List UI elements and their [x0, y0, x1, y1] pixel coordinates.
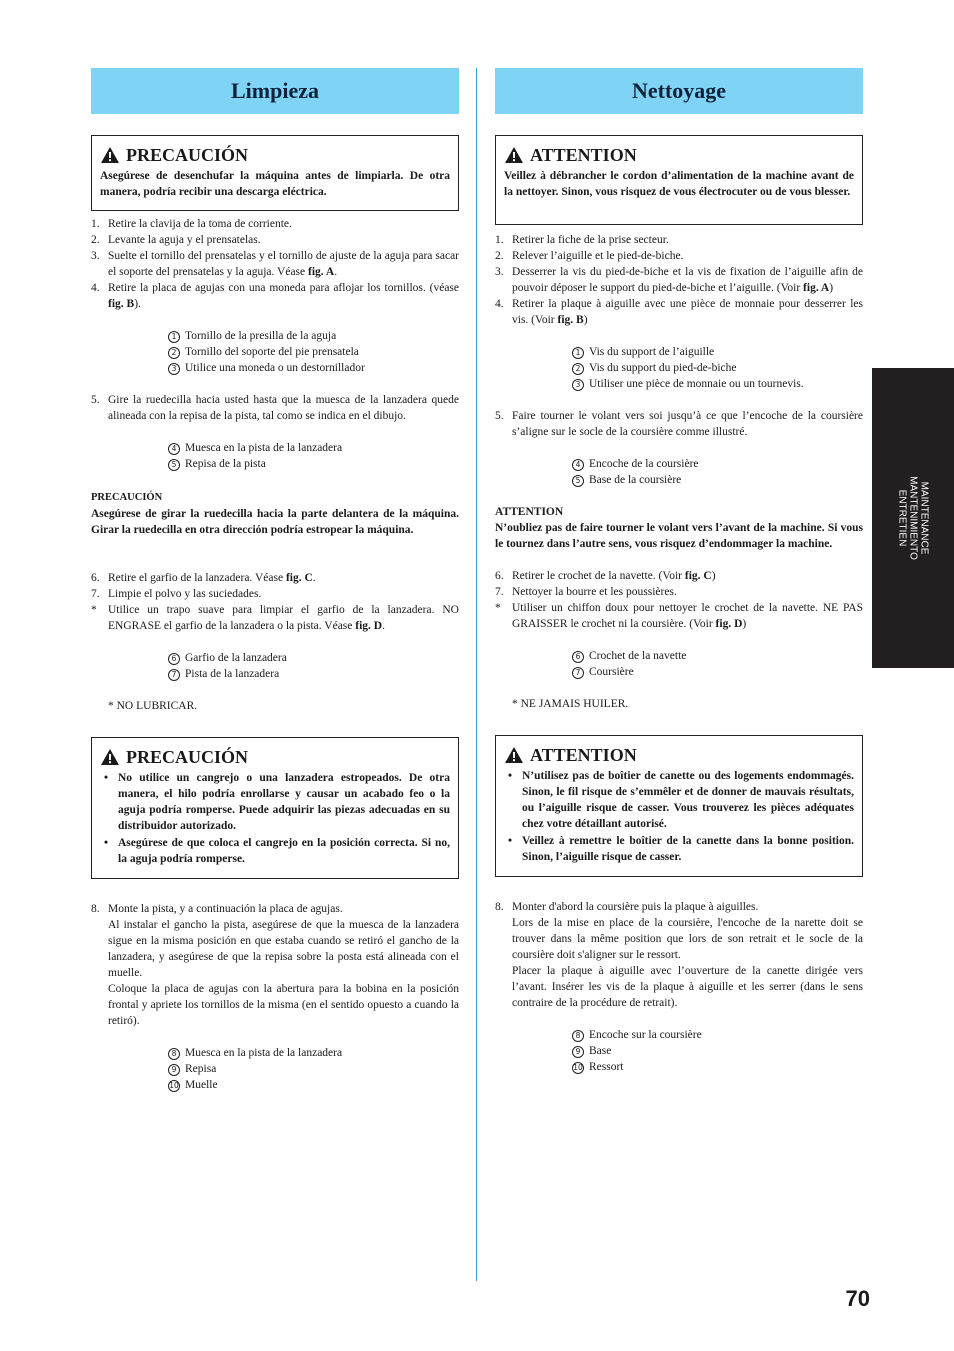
figure-ref: fig. B: [557, 314, 584, 326]
callout-number: 6: [572, 651, 584, 663]
list-item: 2. Levante la aguja y el prensatelas.: [91, 234, 261, 246]
parts-list-a: [168, 328, 459, 376]
list-item: 7 Coursière: [572, 664, 863, 680]
figure-ref: fig. C: [285, 572, 313, 584]
list-item: 9 Repisa: [168, 1061, 459, 1077]
list-item: 5 Base de la coursière: [572, 472, 863, 488]
caution-box-1: [91, 135, 459, 211]
callout-number: 3: [572, 379, 584, 391]
callout-number: 4: [168, 443, 180, 455]
column-divider: [476, 68, 477, 1281]
list-item: • Asegúrese de que coloca el cangrejo en la posición correcta. Si no, la aguja podría romperse.: [100, 835, 450, 867]
note-text: N’oubliez pas de faire tourner le volant vers l’avant de la machine. Si vous le tournez dans l’autre sens, vous risquez d’endommager la machine.: [495, 522, 863, 550]
callout-number: 8: [168, 1048, 180, 1060]
list-item: • No utilice un cangrejo o una lanzadera estropeados. De otra manera, el hilo podría enrollarse y causar un acabado feo o la aguja podría romperse. Puede adquirir las piezas adecuadas en su distribuidor autorizado.: [100, 770, 450, 834]
callout-number: 4: [572, 459, 584, 471]
list-item: 2. Relever l’aiguille et le pied-de-biche.: [495, 250, 684, 262]
parts-list-d: [572, 1027, 863, 1075]
tab-label-mantenimiento: MANTENIMIENTO: [907, 476, 919, 560]
warning-triangle-icon: [100, 146, 120, 164]
column-spanish: [91, 68, 459, 1093]
figure-ref: fig. B: [108, 298, 135, 310]
callout-number: 5: [168, 459, 180, 471]
callout-number: 3: [168, 363, 180, 375]
caution-title: ATTENTION: [530, 745, 637, 765]
parts-list-c: [572, 648, 863, 680]
list-item: 7 Pista de la lanzadera: [168, 666, 459, 682]
never-oil-note: * NE JAMAIS HUILER.: [512, 698, 629, 710]
list-item: 5 Repisa de la pista: [168, 456, 459, 472]
figure-ref: fig. A: [308, 266, 335, 278]
list-item: 1. Retirer la fiche de la prise secteur.: [495, 234, 669, 246]
list-item: 7. Nettoyer la bourre et les poussières.: [495, 586, 677, 598]
list-item: 1 Tornillo de la presilla de la aguja: [168, 328, 459, 344]
note-text: Asegúrese de girar la ruedecilla hacia la parte delantera de la máquina. Girar la ruedecilla en otra dirección podría estropear la máquina.: [91, 508, 459, 536]
steps-list-a: [495, 232, 863, 328]
list-item: 9 Base: [572, 1043, 863, 1059]
figure-ref: fig. C: [684, 570, 712, 582]
callout-number: 1: [572, 347, 584, 359]
warning-triangle-icon: [504, 746, 524, 764]
steps-list-d: [91, 901, 459, 1029]
list-item: 8 Encoche sur la coursière: [572, 1027, 863, 1043]
no-lubricate-note: * NO LUBRICAR.: [108, 700, 198, 712]
caution-title: PRECAUCIÓN: [126, 747, 249, 767]
callout-number: 10: [573, 1063, 583, 1072]
list-item: 2 Tornillo del soporte del pie prensatela: [168, 344, 459, 360]
callout-number: 10: [169, 1081, 179, 1090]
caution-text: Asegúrese de desenchufar la máquina antes de limpiarla. De otra manera, podría recibir una descarga eléctrica.: [100, 170, 450, 198]
callout-number: 7: [572, 667, 584, 679]
list-item: 3. Suelte el tornillo del prensatelas y el tornillo de ajuste de la aguja para sacar el soporte del prensatelas y la aguja. Véase fig. A.: [91, 250, 459, 278]
steps-list-c: [91, 570, 459, 634]
list-item: 4. Retire la placa de agujas con una moneda para aflojar los tornillos. (véase fig. B).: [91, 282, 459, 310]
parts-list-b: [168, 440, 459, 472]
section-title-limpieza: Limpieza: [91, 68, 459, 114]
parts-list-d: [168, 1045, 459, 1093]
list-item: * Utiliser un chiffon doux pour nettoyer le crochet de la navette. NE PAS GRAISSER le crochet ni la coursière. (Voir fig. D): [495, 602, 863, 630]
callout-number: 7: [168, 669, 180, 681]
list-item: 6 Garfio de la lanzadera: [168, 650, 459, 666]
list-item: 6. Retire el garfio de la lanzadera. Véase fig. C.: [91, 572, 316, 584]
list-item: 8 Muesca en la pista de la lanzadera: [168, 1045, 459, 1061]
list-item: 1. Retire la clavija de la toma de corriente.: [91, 218, 292, 230]
callout-number: 2: [572, 363, 584, 375]
list-item: 3. Desserrer la vis du pied-de-biche et la vis de fixation de l’aiguille afin de pouvoir déposer le support du pied-de-biche et l’aiguille. (Voir fig. A): [495, 266, 863, 294]
caution-box-2: [91, 737, 459, 879]
figure-ref: fig. D: [715, 618, 743, 630]
list-item: 10 Muelle: [169, 1079, 218, 1091]
list-item: 5. Gire la ruedecilla hacia usted hasta que la muesca de la lanzadera quede alineada con la repisa de la pista, tal como se indica en el dibujo.: [91, 394, 459, 422]
section-title-nettoyage: Nettoyage: [495, 68, 863, 114]
list-item: • N’utilisez pas de boîtier de canette ou des logements endommagés. Sinon, le fil risque de s’emmêler et de donner de mauvais résultats, ou l’aiguille risque de casser. Vous trouverez les pièces adéquates chez votre détaillant autorisé.: [504, 768, 854, 832]
steps-list-c: [495, 568, 863, 632]
callout-number: 2: [168, 347, 180, 359]
callout-number: 9: [168, 1064, 180, 1076]
steps-list-a: [91, 216, 459, 312]
steps-list-b: [495, 408, 863, 440]
warning-triangle-icon: [100, 748, 120, 766]
callout-number: 5: [572, 475, 584, 487]
list-item: 8. Monter d'abord la coursière puis la plaque à aiguilles. Lors de la mise en place de la coursière, l'encoche de la narette doit se trouver dans la même position que lors de son retrait et le socle de la coursière doit s'aligner sur le ressort. Placer la plaque à aiguille avec l’ouverture de la canette dirigée vers l’avant. Insérer les vis de la plaque à aiguille et les serrer (dans le sens contraire de la procédure de retrait).: [495, 901, 863, 1009]
list-item: 4 Encoche de la coursière: [572, 456, 863, 472]
page-number: 70: [845, 1286, 870, 1311]
list-item: 1 Vis du support de l’aiguille: [572, 344, 863, 360]
parts-list-b: [572, 456, 863, 488]
callout-number: 6: [168, 653, 180, 665]
section-tab[interactable]: [872, 368, 954, 668]
list-item: 3 Utiliser une pièce de monnaie ou un tournevis.: [572, 376, 863, 392]
warning-triangle-icon: [504, 146, 524, 164]
steps-list-d: [495, 899, 863, 1011]
note-title: PRECAUCIÓN: [91, 492, 163, 503]
list-item: 8. Monte la pista, y a continuación la placa de agujas. Al instalar el gancho la pista, asegúrese de que la muesca de la lanzadera sigue en la misma posición en que estaba cuando se retiró el gancho de la lanzadera, y asegúrese de que la repisa sobre la posta está alineada con el muelle. Coloque la placa de agujas con la abertura para la bobina en la posición frontal y apriete los tornillos de la misma (en el sentido opuesto a cuando la retiró).: [91, 903, 459, 1027]
parts-list-a: [572, 344, 863, 392]
callout-number: 1: [168, 331, 180, 343]
list-item: • Veillez à remettre le boîtier de la canette dans la bonne position. Sinon, l’aiguille risque de casser.: [504, 833, 854, 865]
callout-number: 9: [572, 1046, 584, 1058]
caution-text: Veillez à débrancher le cordon d’alimentation de la machine avant de la nettoyer. Sinon, vous risquez de vous électrocuter ou de vous blesser.: [504, 170, 854, 198]
tab-label-maintenance: MAINTENANCE: [918, 481, 930, 555]
list-item: 6 Crochet de la navette: [572, 648, 863, 664]
column-french: [495, 68, 863, 1075]
caution-title: PRECAUCIÓN: [126, 145, 249, 165]
tab-label-entretien: ENTRETIEN: [896, 489, 908, 547]
list-item: 3 Utilice una moneda o un destornillador: [168, 360, 459, 376]
list-item: 4 Muesca en la pista de la lanzadera: [168, 440, 459, 456]
list-item: 4. Retirer la plaque à aiguille avec une pièce de monnaie pour desserrer les vis. (Voir fig. B): [495, 298, 863, 326]
figure-ref: fig. A: [803, 282, 830, 294]
list-item: * Utilice un trapo suave para limpiar el garfio de la lanzadera. NO ENGRASE el garfio de la lanzadera o la pista. Véase fig. D.: [91, 604, 459, 632]
caution-box-1: [495, 135, 863, 225]
figure-ref: fig. D: [355, 620, 383, 632]
caution-title: ATTENTION: [530, 145, 637, 165]
list-item: 10 Ressort: [573, 1061, 624, 1073]
callout-number: 8: [572, 1030, 584, 1042]
parts-list-c: [168, 650, 459, 682]
list-item: 6. Retirer le crochet de la navette. (Voir fig. C): [495, 570, 716, 582]
caution-box-2: [495, 735, 863, 877]
note-title: ATTENTION: [495, 506, 564, 518]
list-item: 2 Vis du support du pied-de-biche: [572, 360, 863, 376]
list-item: 7. Limpie el polvo y las suciedades.: [91, 588, 262, 600]
steps-list-b: [91, 392, 459, 424]
list-item: 5. Faire tourner le volant vers soi jusqu’à ce que l’encoche de la coursière s’aligne sur le socle de la coursière comme illustré.: [495, 410, 863, 438]
